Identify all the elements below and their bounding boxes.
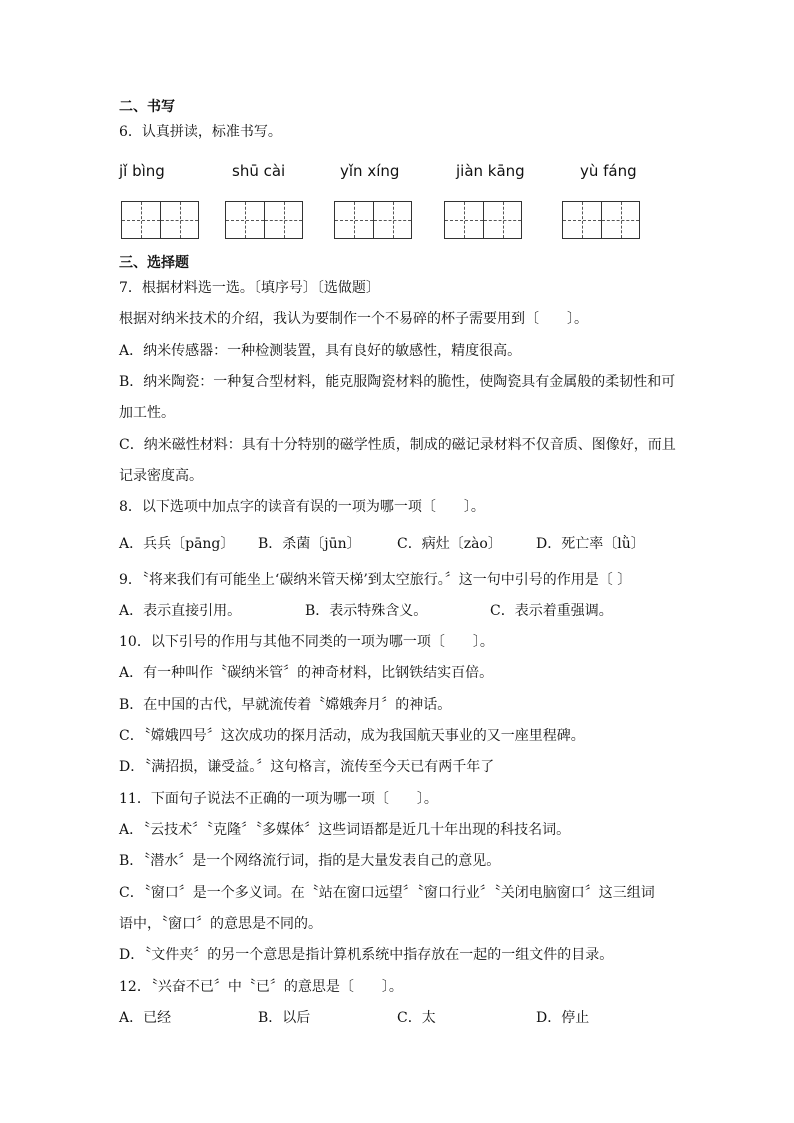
- question-10-option-a: A．有一种叫作〝碳纳米管〞的神奇材料，比钢铁结实百倍。: [119, 665, 494, 681]
- question-10-option-c: C．〝嫦娥四号〞这次成功的探月活动，成为我国航天事业的又一座里程碑。: [119, 728, 585, 744]
- question-7-stem: 7．根据材料选一选。〔填序号〕〔选做题〕: [119, 280, 380, 296]
- question-12-option-c: C．太: [397, 1010, 436, 1026]
- question-10-option-b: B．在中国的古代，早就流传着〝嫦娥奔月〞的神话。: [119, 697, 452, 713]
- question-7-option-a: A．纳米传感器：一种检测装置，具有良好的敏感性，精度很高。: [119, 343, 522, 359]
- question-10-stem: 10．以下引号的作用与其他不同类的一项为哪一项〔 〕。: [119, 634, 494, 650]
- question-11-option-c: C．〝窗口〞是一个多义词。在〝站在窗口远望〞〝窗口行业〞〝关闭电脑窗口〞这三组词: [119, 885, 655, 901]
- section-2-title: 二、书写: [119, 99, 175, 115]
- question-11-option-a: A．〝云技术〞〝克隆〞〝多媒体〞这些词语都是近几十年出现的科技名词。: [119, 822, 571, 838]
- writing-grid-5[interactable]: [562, 201, 640, 239]
- pinyin-1: jǐ bìng: [119, 162, 165, 180]
- question-12-option-b: B．以后: [258, 1010, 311, 1026]
- question-8-option-a: A．兵兵〔pāng〕: [119, 536, 235, 552]
- pinyin-5: yù fáng: [580, 162, 637, 180]
- writing-grid-4[interactable]: [444, 201, 522, 239]
- question-9-option-c: C．表示着重强调。: [490, 603, 613, 619]
- writing-grid-1[interactable]: [121, 201, 199, 239]
- question-9-option-b: B．表示特殊含义。: [305, 603, 428, 619]
- question-10-option-d: D．〝满招损，谦受益。〞这句格言，流传至今天已有两千年了: [119, 759, 495, 775]
- question-8-stem: 8．以下选项中加点字的读音有误的一项为哪一项〔 〕。: [119, 499, 485, 515]
- writing-grid-2[interactable]: [225, 201, 303, 239]
- question-8-option-c: C．病灶〔zào〕: [397, 536, 502, 552]
- question-11-option-c-cont: 语中，〝窗口〞的意思是不同的。: [119, 916, 322, 932]
- question-11-stem: 11．下面句子说法不正确的一项为哪一项〔 〕。: [119, 791, 438, 807]
- pinyin-3: yǐn xíng: [340, 162, 400, 180]
- question-11-option-d: D．〝文件夹〞的另一个意思是指计算机系统中指存放在一起的一组文件的目录。: [119, 947, 614, 963]
- question-8-option-d: D．死亡率〔lǜ〕: [536, 536, 645, 552]
- question-12-option-d: D．停止: [536, 1010, 590, 1026]
- question-7-option-b: B．纳米陶瓷：一种复合型材料，能克服陶瓷材料的脆性，使陶瓷具有金属般的柔韧性和可: [119, 374, 676, 390]
- question-6-stem: 6．认真拼读，标准书写。: [119, 124, 282, 140]
- question-12-option-a: A．已经: [119, 1010, 172, 1026]
- question-7-option-b-cont: 加工性。: [119, 405, 175, 421]
- section-3-title: 三、选择题: [119, 255, 189, 271]
- question-7-prompt: 根据对纳米技术的介绍，我认为要制作一个不易碎的杯子需要用到〔 〕。: [119, 311, 588, 327]
- writing-grid-3[interactable]: [334, 201, 412, 239]
- question-9-option-a: A．表示直接引用。: [119, 603, 242, 619]
- question-7-option-c: C．纳米磁性材料：具有十分特别的磁学性质，制成的磁记录材料不仅音质、图像好，而且: [119, 437, 676, 453]
- pinyin-4: jiàn kāng: [456, 162, 525, 180]
- pinyin-2: shū cài: [232, 162, 286, 180]
- question-9-stem: 9．〝将来我们有可能坐上‘碳纳米管天梯’到太空旅行。〞这一句中引号的作用是〔 〕: [119, 572, 632, 588]
- question-8-option-b: B．杀菌〔jūn〕: [258, 536, 361, 552]
- question-12-stem: 12．〝兴奋不已〞中〝已〞的意思是〔 〕。: [119, 979, 403, 995]
- question-11-option-b: B．〝潜水〞是一个网络流行词，指的是大量发表自己的意见。: [119, 853, 501, 869]
- question-7-option-c-cont: 记录密度高。: [119, 468, 203, 484]
